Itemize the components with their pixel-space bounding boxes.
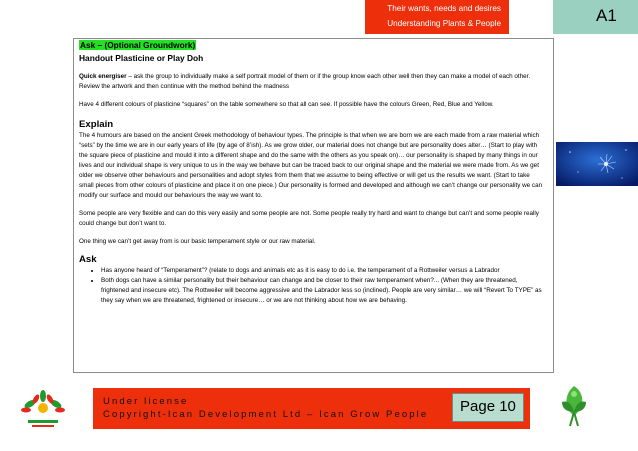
explain-text-1: The 4 humours are based on the ancient Greek methodology of behaviour types. The principle is that when we are born we are each made from a raw material which “sets” by the time we are in our early years of life (by age of 8’ish). As we grow older, our material does not change but are personality does alter… (Start to play with the square piece of plasticine and mould it into a different shape and do the same with the others as you speak on)… our personality is shaped by many things in our lives and our individual shape is very unique to us in the way we behave but can be traced back to our original shape and the material we were made from. As we get older we observe other behaviours and personalities and adopt styles from them that we: [79, 132, 540, 179]
section-code-box: [553, 0, 638, 34]
explain-italic: assume: [326, 172, 349, 179]
explain-text-2: to being effective or will get us the results we want. (Start to take small pieces from other colours of plasticine and place it on one piece.) Our personality is formed and developed and although we can’t change our personality we can modify our surface and mould our behaviours the way we want to.: [79, 172, 543, 199]
header-line-1: Their wants, needs and desires: [387, 4, 501, 13]
ask-heading: Ask: [79, 254, 97, 265]
section-code: A1: [596, 6, 617, 25]
license-line-1: Under license: [103, 396, 189, 407]
green-leaf-figure-icon: [556, 382, 592, 430]
flexible-paragraph: Some people are very flexible and can do this very easily and some people are not. Some people really try hard and want to change but can’t and some people really could change but don’t want to.: [79, 210, 539, 227]
explain-paragraph: [79, 131, 543, 201]
energiser-text: – ask the group to individually make a self portrait model of them or if the group know each other well then they can make a model of each other. Review the artwork and then continue with the method behind the madness: [79, 73, 531, 90]
list-item: • Has anyone heard of “Temperament”? (relate to dogs and animals etc as it is easy to do i.e. the temperament of a Rottweiler versus a Labrador: [101, 266, 543, 276]
energiser-paragraph: [79, 72, 543, 92]
content-body: [79, 40, 543, 306]
ican-grow-people-logo: [18, 388, 68, 433]
license-line-2: Copyright-Ican Development Ltd – Ican Grow People: [103, 409, 429, 420]
handout-subtitle: Handout Plasticine or Play Doh: [79, 53, 204, 63]
page-number-box: [452, 393, 524, 422]
energiser-lead: Quick energiser: [79, 73, 127, 80]
one-thing-paragraph: One thing we can’t get away from is our basic temperament style or our raw material.: [79, 238, 316, 245]
section-tag: Ask – (Optional Groundwork): [80, 40, 196, 50]
header-banner: [365, 0, 509, 34]
list-item: • Both dogs can have a similar personality but their behaviour can change and be closer to their raw temperament when?... (When they are threatened, frightened and insecure etc). The Rottweiler will become aggressive and the Labrador less so (inclined). People are very similar… we will “Revert To TYPE” as they say when we are threatened, frightened or insecure… or we are not thinking about how we are behaving.: [101, 276, 543, 306]
page-number: Page 10: [460, 398, 516, 415]
header-line-2: Understanding Plants & People: [387, 19, 501, 28]
colours-paragraph: Have 4 different colours of plasticine “squares” on the table somewhere so that all can see. If possible have the colours Green, Red, Blue and Yellow.: [79, 101, 494, 108]
ask-list: [79, 266, 543, 306]
dandelion-seed-image: [556, 142, 638, 186]
explain-heading: Explain: [79, 119, 114, 130]
